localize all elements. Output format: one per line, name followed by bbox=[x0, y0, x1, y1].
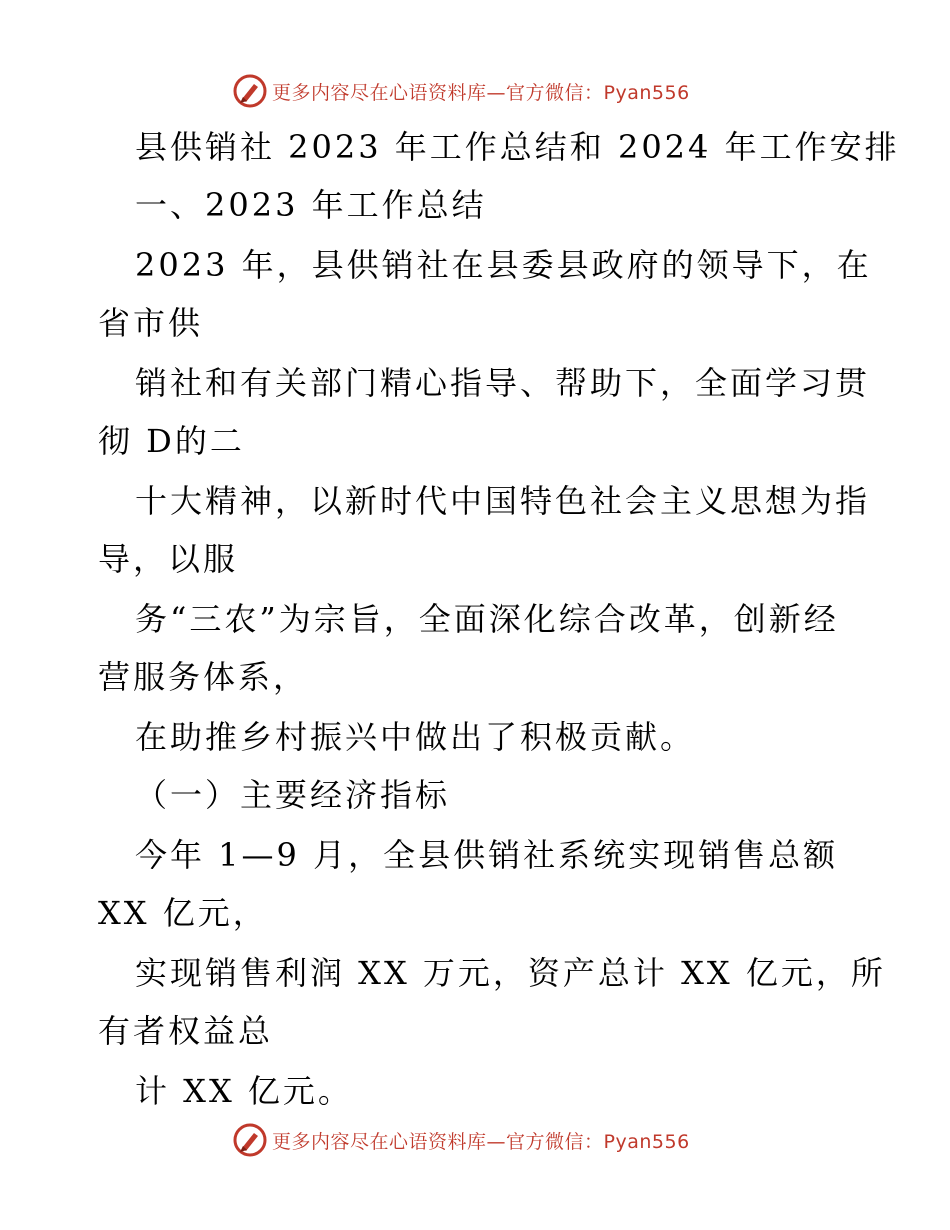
header-watermark bbox=[232, 71, 690, 111]
paragraph-line: 有者权益总 bbox=[98, 1012, 274, 1050]
paragraph-line: 2023 年，县供销社在县委县政府的领导下，在 bbox=[135, 246, 872, 284]
paragraph-line: 十大精神，以新时代中国特色社会主义思想为指 bbox=[135, 482, 871, 520]
paragraph-line: 导，以服 bbox=[98, 540, 239, 578]
paragraph-line: 今年 1—9 月，全县供销社系统实现销售总额 bbox=[135, 836, 839, 874]
pen-logo-icon bbox=[232, 73, 268, 109]
paragraph-line: 在助推乡村振兴中做出了积极贡献。 bbox=[135, 718, 696, 756]
document-title: 县供销社 2023 年工作总结和 2024 年工作安排 bbox=[135, 128, 900, 166]
watermark-text: 更多内容尽在心语资料库—官方微信：Pyan556 bbox=[272, 1130, 690, 1153]
watermark-text: 更多内容尽在心语资料库—官方微信：Pyan556 bbox=[272, 81, 690, 104]
paragraph-line: 务“三农”为宗旨，全面深化综合改革，创新经 bbox=[135, 600, 839, 638]
subsection-heading: （一）主要经济指标 bbox=[135, 776, 451, 814]
paragraph-line: XX 亿元， bbox=[98, 894, 268, 932]
paragraph-line: 营服务体系， bbox=[98, 658, 309, 696]
paragraph-line: 销社和有关部门精心指导、帮助下，全面学习贯 bbox=[135, 364, 871, 402]
section-heading: 一、2023 年工作总结 bbox=[135, 186, 487, 224]
paragraph-line: 彻 D的二 bbox=[98, 422, 245, 460]
footer-watermark bbox=[232, 1120, 690, 1160]
paragraph-line: 省市供 bbox=[98, 304, 204, 342]
paragraph-line: 计 XX 亿元。 bbox=[135, 1072, 353, 1110]
paragraph-line: 实现销售利润 XX 万元，资产总计 XX 亿元，所 bbox=[135, 954, 886, 992]
pen-logo-icon bbox=[232, 1122, 268, 1158]
